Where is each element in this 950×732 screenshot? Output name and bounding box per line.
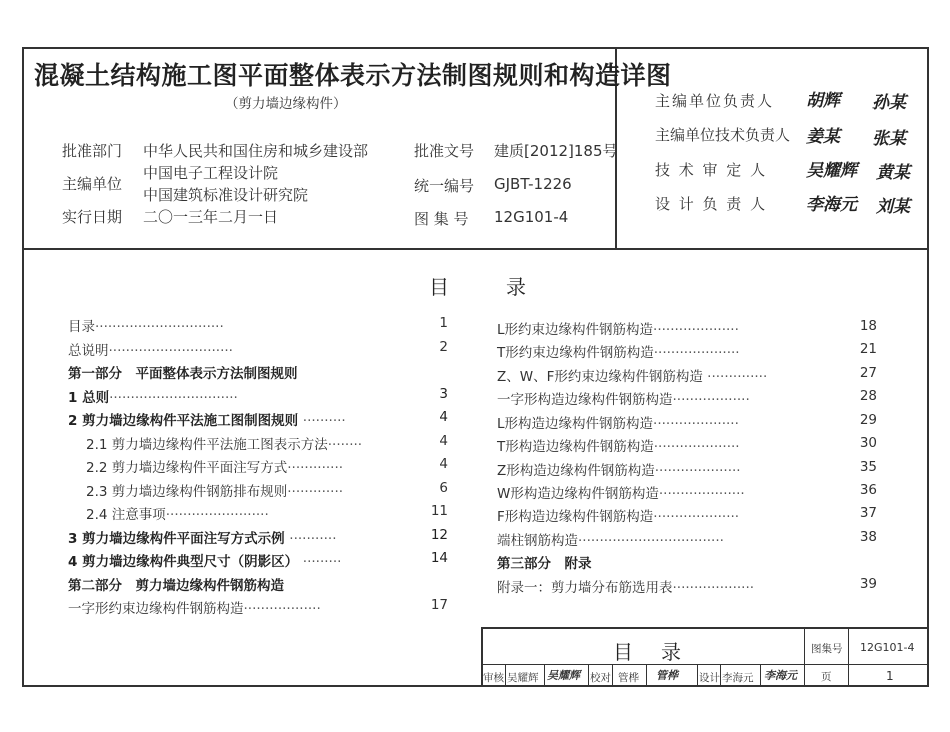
toc-entry-page: 1 [439, 315, 448, 331]
signature: 李海元 [806, 195, 857, 215]
check-signature: 管桦 [656, 669, 678, 682]
review-signature: 吴耀辉 [547, 669, 580, 682]
toc-entry-page: 38 [859, 529, 877, 545]
signature: 刘某 [876, 197, 910, 217]
toc-entry-text: 一字形约束边缘构件钢筋构造 [68, 601, 244, 617]
toc-entry-text: 4 剪力墙边缘构件典型尺寸（阴影区） [68, 554, 299, 570]
toc-leader-dots: ······························ [95, 319, 224, 335]
editor-unit-value-1: 中国电子工程设计院 [143, 164, 279, 182]
toc-entry-page: 17 [430, 597, 448, 613]
toc-entry[interactable] [86, 503, 448, 523]
cell-divider [588, 664, 589, 687]
review-label: 审核 [483, 672, 504, 684]
toc-entry-text: 目录 [68, 319, 95, 335]
toc-leader-dots: ···················· [653, 322, 739, 338]
toc-entry[interactable] [497, 482, 877, 502]
toc-entry-text: 2.2 剪力墙边缘构件平面注写方式 [86, 460, 288, 476]
toc-entry-text: 第一部分 平面整体表示方法制图规则 [68, 366, 298, 382]
document-subtitle: （剪力墙边缘构件） [225, 96, 347, 112]
responsible-role: 技 术 审 定 人 [655, 161, 768, 179]
signature: 黄某 [876, 163, 910, 183]
impl-date-label: 实行日期 [62, 208, 123, 226]
toc-entry[interactable] [68, 527, 448, 547]
toc-entry[interactable] [68, 597, 448, 617]
toc-entry[interactable] [497, 341, 877, 361]
unified-no-value: GJBT-1226 [494, 175, 572, 193]
toc-entry[interactable] [497, 365, 877, 385]
toc-entry[interactable] [68, 550, 448, 570]
toc-entry-page: 27 [859, 365, 877, 381]
toc-heading-char-1: 目 [429, 275, 449, 299]
cell-divider [544, 664, 545, 687]
toc-entry-text: 2.1 剪力墙边缘构件平法施工图表示方法 [86, 437, 328, 453]
toc-entry-page: 28 [859, 388, 877, 404]
title-block-title: 目录 [613, 640, 709, 664]
toc-entry-page: 6 [439, 480, 448, 496]
cell-divider [760, 664, 761, 687]
editor-unit-value-2: 中国建筑标准设计研究院 [143, 186, 309, 204]
toc-entry-text: Z形构造边缘构件钢筋构造 [497, 463, 655, 479]
toc-entry[interactable] [86, 433, 448, 453]
toc-leader-dots: ···················· [653, 345, 740, 361]
toc-entry-text: 总说明 [68, 343, 109, 359]
toc-leader-dots: ···················· [653, 439, 740, 455]
toc-entry-text: T形约束边缘构件钢筋构造 [497, 345, 654, 361]
toc-leader-dots: ······························ [109, 390, 238, 406]
toc-entry-page: 12 [430, 527, 448, 543]
toc-entry-page: 29 [859, 412, 877, 428]
cell-divider [720, 664, 721, 687]
toc-entry[interactable] [497, 505, 877, 525]
check-label: 校对 [590, 672, 611, 684]
page-value: 1 [886, 669, 894, 683]
toc-entry-text: L形构造边缘构件钢筋构造 [497, 416, 654, 432]
toc-entry-page: 21 [859, 341, 877, 357]
toc-leader-dots: ·············· [707, 369, 768, 385]
title-block-divider [848, 627, 849, 687]
document-title: 混凝土结构施工图平面整体表示方法制图规则和构造详图 [34, 61, 672, 90]
toc-leader-dots: ··················· [672, 580, 755, 596]
toc-entry[interactable] [86, 456, 448, 476]
toc-entry[interactable] [497, 388, 877, 408]
toc-entry-text: 端柱钢筋构造 [497, 533, 578, 549]
toc-entry-page: 37 [859, 505, 877, 521]
toc-entry[interactable] [497, 459, 877, 479]
atlas-no-value: 12G101-4 [494, 208, 569, 226]
toc-leader-dots: ········ [327, 437, 363, 453]
cell-divider [697, 664, 698, 687]
toc-leader-dots: ·································· [578, 533, 724, 549]
atlas-value: 12G101-4 [860, 641, 915, 654]
responsible-role: 主编单位负责人 [655, 92, 775, 110]
approval-doc-value: 建质[2012]185号 [494, 142, 618, 160]
toc-entry[interactable] [68, 339, 448, 359]
toc-leader-dots: ···················· [653, 509, 740, 525]
toc-entry[interactable] [497, 412, 877, 432]
design-label: 设计 [699, 672, 720, 684]
toc-entry-text: 第二部分 剪力墙边缘构件钢筋构造 [68, 578, 284, 594]
toc-leader-dots: ··········· [289, 531, 337, 547]
toc-entry-text: 1 总则 [68, 390, 110, 406]
toc-leader-dots: ·················· [243, 601, 321, 617]
signature: 胡辉 [806, 91, 840, 111]
toc-entry-text: 附录一：剪力墙分布筋选用表 [497, 580, 673, 596]
toc-entry-text: 第三部分 附录 [497, 556, 592, 572]
toc-entry-page: 35 [859, 459, 877, 475]
toc-entry[interactable] [497, 576, 877, 596]
atlas-label: 图集号 [811, 643, 843, 655]
toc-entry-text: 3 剪力墙边缘构件平面注写方式示例 [68, 531, 285, 547]
toc-entry-text: T形构造边缘构件钢筋构造 [497, 439, 654, 455]
toc-entry[interactable] [497, 435, 877, 455]
toc-entry[interactable] [68, 409, 448, 429]
toc-entry-page: 4 [439, 409, 448, 425]
signature: 姜某 [806, 127, 840, 147]
page-label: 页 [821, 671, 832, 683]
toc-leader-dots: ············· [287, 460, 344, 476]
toc-leader-dots: ····························· [108, 343, 233, 359]
toc-entry-page: 30 [859, 435, 877, 451]
toc-leader-dots: ························ [165, 507, 269, 523]
signature: 张某 [872, 129, 906, 149]
toc-part-heading[interactable] [68, 362, 298, 382]
design-signature: 李海元 [764, 669, 797, 682]
toc-entry-page: 3 [439, 386, 448, 402]
toc-leader-dots: ········· [302, 554, 342, 570]
toc-entry-text: 2 剪力墙边缘构件平法施工图制图规则 [68, 413, 299, 429]
toc-part-heading[interactable] [68, 574, 284, 594]
title-block-top-border [481, 627, 929, 629]
toc-entry-page: 2 [439, 339, 448, 355]
toc-entry-page: 39 [859, 576, 877, 592]
toc-entry-page: 14 [430, 550, 448, 566]
toc-entry-page: 11 [430, 503, 448, 519]
toc-leader-dots: ···················· [654, 463, 741, 479]
toc-entry-text: F形构造边缘构件钢筋构造 [497, 509, 654, 525]
title-block-divider [804, 627, 805, 687]
toc-part-heading[interactable] [497, 552, 592, 572]
toc-entry-text: L形约束边缘构件钢筋构造 [497, 322, 654, 338]
toc-entry-page: 18 [859, 318, 877, 334]
toc-entry[interactable] [68, 386, 448, 406]
toc-entry-text: 2.3 剪力墙边缘构件钢筋排布规则 [86, 484, 288, 500]
toc-entry-page: 36 [859, 482, 877, 498]
toc-leader-dots: ············· [287, 484, 344, 500]
header-divider [22, 248, 929, 250]
cell-divider [612, 664, 613, 687]
review-name: 吴耀辉 [507, 672, 539, 684]
approval-doc-label: 批准文号 [414, 142, 475, 160]
signature: 吴耀辉 [806, 161, 857, 181]
toc-leader-dots: ···················· [653, 416, 739, 432]
toc-entry-text: 一字形构造边缘构件钢筋构造 [497, 392, 673, 408]
editor-unit-label: 主编单位 [62, 175, 123, 193]
approval-dept-value: 中华人民共和国住房和城乡建设部 [143, 142, 369, 160]
toc-entry-text: W形构造边缘构件钢筋构造 [497, 486, 659, 502]
toc-entry-text: 2.4 注意事项 [86, 507, 166, 523]
atlas-no-label: 图 集 号 [414, 210, 469, 228]
toc-entry[interactable] [497, 529, 877, 549]
impl-date-value: 二〇一三年二月一日 [143, 208, 279, 226]
toc-entry[interactable] [86, 480, 448, 500]
toc-entry[interactable] [68, 315, 448, 335]
responsible-role: 设 计 负 责 人 [655, 195, 768, 213]
toc-entry-text: Z、W、F形约束边缘构件钢筋构造 [497, 369, 703, 385]
toc-leader-dots: ·················· [672, 392, 750, 408]
toc-entry[interactable] [497, 318, 877, 338]
toc-heading-char-2: 录 [506, 275, 526, 299]
cell-divider [646, 664, 647, 687]
design-name: 李海元 [722, 672, 754, 684]
check-name: 管桦 [618, 672, 639, 684]
toc-leader-dots: ···················· [658, 486, 745, 502]
responsible-role: 主编单位技术负责人 [655, 126, 791, 144]
approval-dept-label: 批准部门 [62, 142, 123, 160]
toc-entry-page: 4 [439, 456, 448, 472]
unified-no-label: 统一编号 [414, 177, 475, 195]
toc-entry-page: 4 [439, 433, 448, 449]
signature: 孙某 [872, 93, 906, 113]
toc-leader-dots: ·········· [302, 413, 346, 429]
cell-divider [505, 664, 506, 687]
